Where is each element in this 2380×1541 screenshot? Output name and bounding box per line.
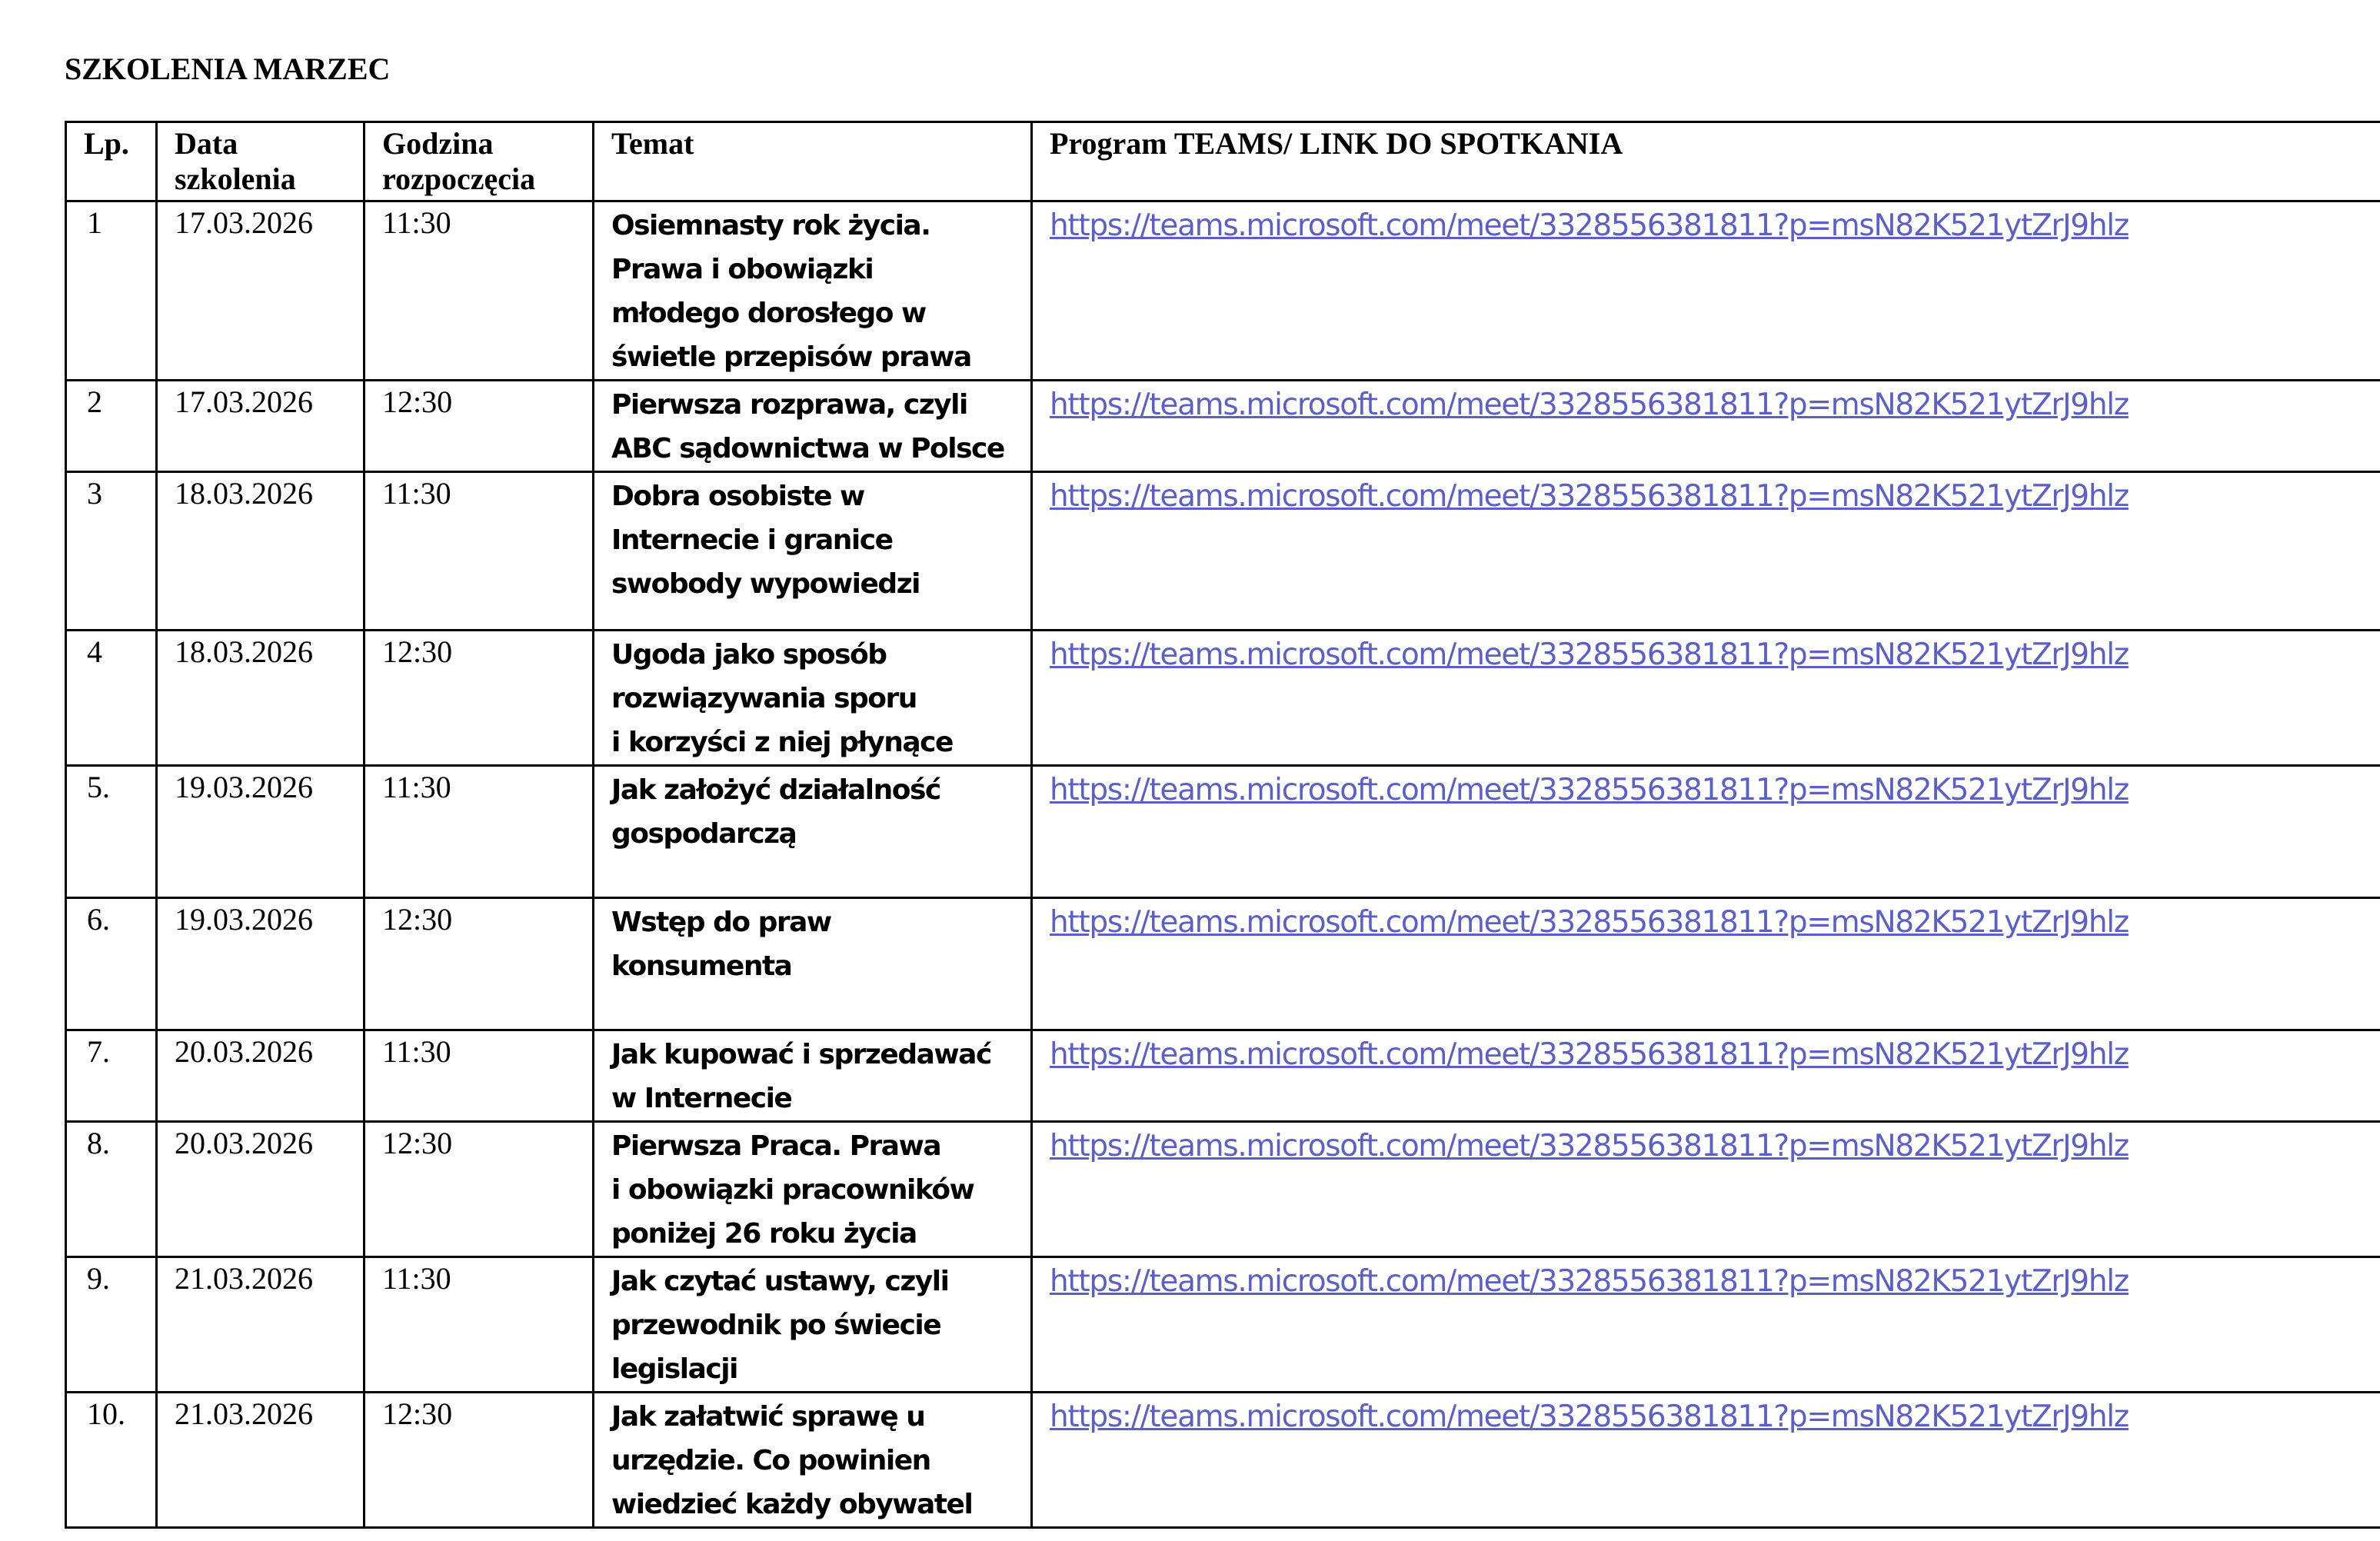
row-topic: Osiemnasty rok życia. Prawa i obowiązki młodego dorosłego w świetle przepisów prawa bbox=[594, 201, 1032, 381]
row-number: 8. bbox=[66, 1122, 157, 1257]
meeting-link[interactable]: https://teams.microsoft.com/meet/3328556381811?p=msN82K521ytZrJ9hlz bbox=[1050, 637, 2129, 672]
row-date: 17.03.2026 bbox=[157, 381, 364, 472]
row-topic: Pierwsza rozprawa, czyli ABC sądownictwa w Polsce bbox=[594, 381, 1032, 472]
meeting-link[interactable]: https://teams.microsoft.com/meet/3328556381811?p=msN82K521ytZrJ9hlz bbox=[1050, 905, 2129, 940]
row-topic: Dobra osobiste w Internecie i granice swobody wypowiedzi bbox=[594, 472, 1032, 631]
row-number: 7. bbox=[66, 1030, 157, 1122]
table-row bbox=[66, 472, 2380, 631]
row-link-cell bbox=[1032, 472, 2380, 631]
header-date: Data szkolenia bbox=[157, 122, 364, 201]
row-date: 21.03.2026 bbox=[157, 1393, 364, 1528]
page-title: SZKOLENIA MARZEC bbox=[65, 52, 391, 86]
row-date: 19.03.2026 bbox=[157, 898, 364, 1030]
row-date: 20.03.2026 bbox=[157, 1030, 364, 1122]
meeting-link[interactable]: https://teams.microsoft.com/meet/3328556381811?p=msN82K521ytZrJ9hlz bbox=[1050, 773, 2129, 807]
meeting-link[interactable]: https://teams.microsoft.com/meet/3328556381811?p=msN82K521ytZrJ9hlz bbox=[1050, 208, 2129, 243]
row-number: 4 bbox=[66, 631, 157, 766]
trainings-table bbox=[65, 121, 2380, 1529]
row-time: 12:30 bbox=[364, 898, 594, 1030]
row-number: 6. bbox=[66, 898, 157, 1030]
row-link-cell bbox=[1032, 201, 2380, 381]
row-date: 21.03.2026 bbox=[157, 1257, 364, 1393]
row-time: 11:30 bbox=[364, 472, 594, 631]
table-row bbox=[66, 898, 2380, 1030]
row-date: 20.03.2026 bbox=[157, 1122, 364, 1257]
row-time: 11:30 bbox=[364, 766, 594, 898]
row-number: 1 bbox=[66, 201, 157, 381]
table-row bbox=[66, 201, 2380, 381]
meeting-link[interactable]: https://teams.microsoft.com/meet/3328556381811?p=msN82K521ytZrJ9hlz bbox=[1050, 1129, 2129, 1163]
row-link-cell bbox=[1032, 1257, 2380, 1393]
meeting-link[interactable]: https://teams.microsoft.com/meet/3328556381811?p=msN82K521ytZrJ9hlz bbox=[1050, 1264, 2129, 1299]
row-number: 3 bbox=[66, 472, 157, 631]
table-row bbox=[66, 1257, 2380, 1393]
row-topic: Jak czytać ustawy, czyli przewodnik po świecie legislacji bbox=[594, 1257, 1032, 1393]
row-link-cell bbox=[1032, 381, 2380, 472]
row-time: 11:30 bbox=[364, 1030, 594, 1122]
meeting-link[interactable]: https://teams.microsoft.com/meet/3328556381811?p=msN82K521ytZrJ9hlz bbox=[1050, 479, 2129, 514]
row-number: 5. bbox=[66, 766, 157, 898]
row-topic: Wstęp do praw konsumenta bbox=[594, 898, 1032, 1030]
row-date: 18.03.2026 bbox=[157, 472, 364, 631]
row-time: 12:30 bbox=[364, 1122, 594, 1257]
row-date: 17.03.2026 bbox=[157, 201, 364, 381]
row-date: 19.03.2026 bbox=[157, 766, 364, 898]
row-topic: Ugoda jako sposób rozwiązywania sporu i korzyści z niej płynące bbox=[594, 631, 1032, 766]
row-number: 2 bbox=[66, 381, 157, 472]
row-number: 10. bbox=[66, 1393, 157, 1528]
row-date: 18.03.2026 bbox=[157, 631, 364, 766]
header-time: Godzina rozpoczęcia bbox=[364, 122, 594, 201]
row-time: 12:30 bbox=[364, 381, 594, 472]
row-number: 9. bbox=[66, 1257, 157, 1393]
row-time: 11:30 bbox=[364, 1257, 594, 1393]
table-row bbox=[66, 1122, 2380, 1257]
row-link-cell bbox=[1032, 1393, 2380, 1528]
row-time: 12:30 bbox=[364, 631, 594, 766]
row-link-cell bbox=[1032, 766, 2380, 898]
row-link-cell bbox=[1032, 1030, 2380, 1122]
row-topic: Jak założyć działalność gospodarczą bbox=[594, 766, 1032, 898]
meeting-link[interactable]: https://teams.microsoft.com/meet/3328556381811?p=msN82K521ytZrJ9hlz bbox=[1050, 1037, 2129, 1072]
row-time: 11:30 bbox=[364, 201, 594, 381]
table-row bbox=[66, 1393, 2380, 1528]
row-link-cell bbox=[1032, 631, 2380, 766]
row-topic: Pierwsza Praca. Prawa i obowiązki pracowników poniżej 26 roku życia bbox=[594, 1122, 1032, 1257]
table-row bbox=[66, 766, 2380, 898]
meeting-link[interactable]: https://teams.microsoft.com/meet/3328556381811?p=msN82K521ytZrJ9hlz bbox=[1050, 1400, 2129, 1434]
table-header-row bbox=[66, 122, 2380, 201]
header-link: Program TEAMS/ LINK DO SPOTKANIA bbox=[1032, 122, 2380, 201]
row-link-cell bbox=[1032, 1122, 2380, 1257]
row-link-cell bbox=[1032, 898, 2380, 1030]
meeting-link[interactable]: https://teams.microsoft.com/meet/3328556381811?p=msN82K521ytZrJ9hlz bbox=[1050, 388, 2129, 422]
row-topic: Jak załatwić sprawę u urzędzie. Co powinien wiedzieć każdy obywatel bbox=[594, 1393, 1032, 1528]
row-time: 12:30 bbox=[364, 1393, 594, 1528]
table-row bbox=[66, 631, 2380, 766]
header-lp: Lp. bbox=[66, 122, 157, 201]
row-topic: Jak kupować i sprzedawać w Internecie bbox=[594, 1030, 1032, 1122]
header-topic: Temat bbox=[594, 122, 1032, 201]
table-row bbox=[66, 381, 2380, 472]
table-row bbox=[66, 1030, 2380, 1122]
